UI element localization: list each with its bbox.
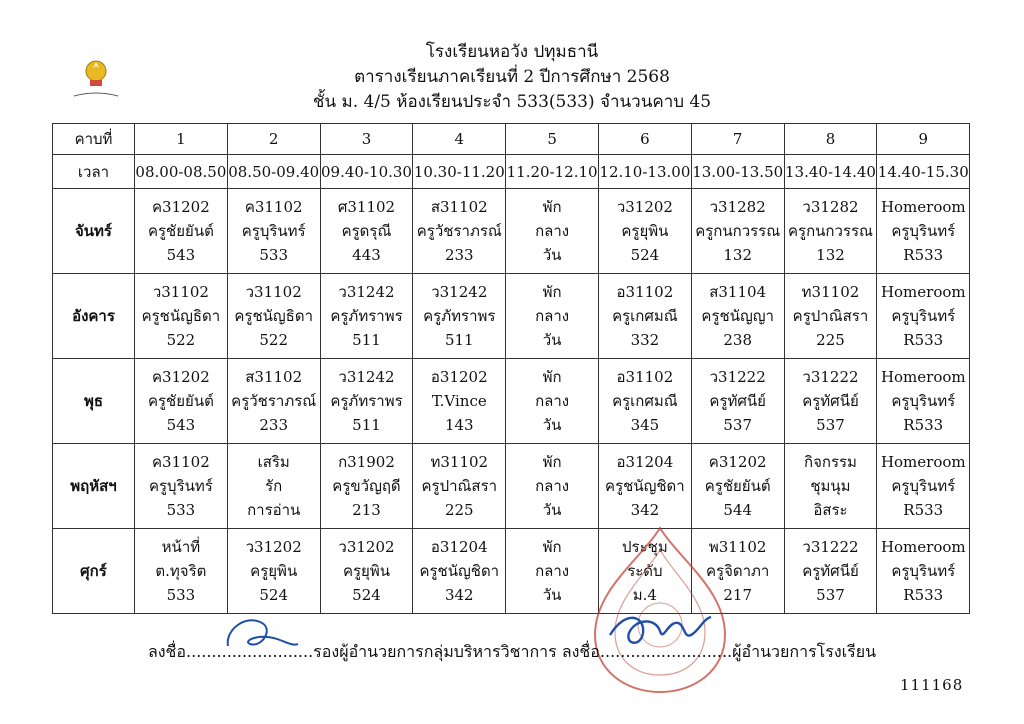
timetable-cell bbox=[135, 529, 228, 614]
day-name: ศุกร์ bbox=[53, 529, 135, 614]
cell-line: Homeroom bbox=[880, 453, 966, 471]
cell-line: 332 bbox=[630, 331, 660, 349]
cell-line: ชุมนุม bbox=[810, 477, 851, 495]
cell-line: วัน bbox=[542, 586, 562, 604]
timetable-cell bbox=[598, 189, 691, 274]
cell-line: 143 bbox=[444, 416, 474, 434]
cell-line: R533 bbox=[903, 416, 944, 434]
cell-line: ครูกนกวรรณ bbox=[695, 222, 781, 240]
cell-line: 233 bbox=[259, 416, 289, 434]
cell-line: ว31282 bbox=[802, 198, 859, 216]
timetable-cell bbox=[598, 274, 691, 359]
cell-line: ส31102 bbox=[245, 368, 303, 386]
cell-line: ครูยุพิน bbox=[621, 222, 669, 240]
cell-line: ครูปาณิสรา bbox=[421, 477, 498, 495]
cell-line: ว31202 bbox=[616, 198, 673, 216]
cell-line: 543 bbox=[166, 246, 196, 264]
timetable-cell bbox=[506, 274, 599, 359]
cell-line: กลาง bbox=[535, 307, 570, 325]
timetable-cell bbox=[877, 444, 970, 529]
cell-line: ว31282 bbox=[709, 198, 766, 216]
timetable-cell bbox=[413, 529, 506, 614]
cell-line: Homeroom bbox=[880, 538, 966, 556]
cell-line: ว31222 bbox=[709, 368, 766, 386]
cell-line: ครูบุรินทร์ bbox=[148, 477, 213, 495]
cell-line: 238 bbox=[723, 331, 752, 349]
timetable-cell bbox=[227, 189, 320, 274]
cell-line: การอ่าน bbox=[247, 501, 301, 519]
cell-line: พัก bbox=[542, 368, 562, 386]
cell-line: ครูชนัญธิดา bbox=[234, 307, 314, 325]
timetable-cell bbox=[691, 359, 784, 444]
timetable-cell bbox=[784, 189, 877, 274]
period-number: 9 bbox=[877, 124, 970, 155]
timetable-cell bbox=[691, 444, 784, 529]
timetable-cell bbox=[506, 444, 599, 529]
cell-line: ว31242 bbox=[338, 368, 395, 386]
cell-line: 511 bbox=[444, 331, 474, 349]
cell-line: ครูทัศนีย์ bbox=[802, 562, 859, 580]
school-name: โรงเรียนหอวัง ปทุมธานี bbox=[425, 42, 599, 62]
document-number: 111168 bbox=[900, 676, 964, 694]
timetable-cell bbox=[320, 189, 413, 274]
cell-line: 522 bbox=[166, 331, 196, 349]
cell-line: กลาง bbox=[535, 562, 570, 580]
cell-line: 225 bbox=[444, 501, 474, 519]
cell-line: ครูวัชราภรณ์ bbox=[416, 222, 502, 240]
period-number: 4 bbox=[413, 124, 506, 155]
timetable-cell bbox=[135, 189, 228, 274]
cell-line: Homeroom bbox=[880, 368, 966, 386]
cell-line: พัก bbox=[542, 538, 562, 556]
period-number: 6 bbox=[598, 124, 691, 155]
cell-line: 537 bbox=[816, 586, 845, 604]
time-slot: 13.40-14.40 bbox=[784, 155, 877, 189]
period-number: 7 bbox=[691, 124, 784, 155]
timetable-cell bbox=[691, 274, 784, 359]
cell-line: ครูจิดาภา bbox=[706, 562, 770, 580]
cell-line: กลาง bbox=[535, 477, 570, 495]
cell-line: ครูวัชราภรณ์ bbox=[231, 392, 317, 410]
cell-line: พัก bbox=[542, 283, 562, 301]
period-number: 8 bbox=[784, 124, 877, 155]
cell-line: ครูภัทราพร bbox=[423, 307, 496, 325]
day-name: พฤหัสฯ bbox=[53, 444, 135, 529]
cell-line: 132 bbox=[816, 246, 845, 264]
cell-line: 544 bbox=[723, 501, 752, 519]
cell-line: วัน bbox=[542, 501, 562, 519]
timetable-cell bbox=[320, 529, 413, 614]
cell-line: ครูเกศมณี bbox=[612, 392, 678, 410]
timetable-cell bbox=[877, 529, 970, 614]
cell-line: 342 bbox=[630, 501, 660, 519]
day-name: อังคาร bbox=[53, 274, 135, 359]
timetable-cell bbox=[320, 274, 413, 359]
cell-line: ครูทัศนีย์ bbox=[709, 392, 766, 410]
time-slot: 14.40-15.30 bbox=[877, 155, 970, 189]
cell-line: พ31102 bbox=[708, 538, 767, 556]
day-row bbox=[53, 274, 970, 359]
cell-line: อ31202 bbox=[430, 368, 488, 386]
cell-line: 524 bbox=[259, 586, 289, 604]
timetable bbox=[52, 123, 970, 614]
timetable-cell bbox=[320, 359, 413, 444]
time-slot: 09.40-10.30 bbox=[320, 155, 413, 189]
time-slot: 08.00-08.50 bbox=[135, 155, 228, 189]
cell-line: ครูชัยยันต์ bbox=[147, 222, 214, 240]
period-label: คาบที่ bbox=[53, 124, 135, 155]
timetable-cell bbox=[691, 189, 784, 274]
cell-line: 342 bbox=[444, 586, 474, 604]
timetable-cell bbox=[784, 444, 877, 529]
cell-line: พัก bbox=[542, 453, 562, 471]
cell-line: ครูบุรินทร์ bbox=[891, 222, 956, 240]
cell-line: ประชุม bbox=[622, 538, 668, 556]
timetable-cell bbox=[413, 359, 506, 444]
cell-line: 443 bbox=[352, 246, 381, 264]
cell-line: พัก bbox=[542, 198, 562, 216]
timetable-cell bbox=[784, 359, 877, 444]
cell-line: 533 bbox=[166, 501, 196, 519]
cell-line: ว31202 bbox=[245, 538, 302, 556]
day-row bbox=[53, 444, 970, 529]
cell-line: อิสระ bbox=[813, 501, 848, 519]
timetable-cell bbox=[784, 529, 877, 614]
timetable-cell bbox=[413, 274, 506, 359]
time-slot: 11.20-12.10 bbox=[506, 155, 599, 189]
time-slot: 10.30-11.20 bbox=[413, 155, 506, 189]
timetable-cell bbox=[227, 274, 320, 359]
cell-line: ครูบุรินทร์ bbox=[241, 222, 306, 240]
cell-line: 524 bbox=[352, 586, 381, 604]
document-header bbox=[0, 40, 1024, 115]
timetable-cell bbox=[413, 189, 506, 274]
cell-line: วัน bbox=[542, 331, 562, 349]
cell-line: ครูกนกวรรณ bbox=[787, 222, 873, 240]
day-row bbox=[53, 359, 970, 444]
cell-line: ระดับ bbox=[627, 562, 663, 580]
cell-line: ว31242 bbox=[338, 283, 395, 301]
cell-line: 132 bbox=[723, 246, 752, 264]
cell-line: ครูขวัญฤดี bbox=[332, 477, 401, 495]
cell-line: R533 bbox=[903, 246, 944, 264]
cell-line: อ31204 bbox=[430, 538, 488, 556]
cell-line: 511 bbox=[352, 331, 381, 349]
cell-line: ครูปาณิสรา bbox=[792, 307, 869, 325]
day-row bbox=[53, 529, 970, 614]
timetable-cell bbox=[227, 529, 320, 614]
cell-line: ครูบุรินทร์ bbox=[891, 477, 956, 495]
cell-line: ส31104 bbox=[709, 283, 767, 301]
signature-line: ลงชื่อ.........................รองผู้อำนวยการกลุ่มบริหารวิชาการ ลงชื่อ..........................ผู้อำนวยการโรงเรียน bbox=[147, 642, 877, 661]
time-row bbox=[53, 155, 970, 189]
cell-line: กลาง bbox=[535, 392, 570, 410]
cell-line: ว31222 bbox=[802, 538, 859, 556]
cell-line: ก31902 bbox=[338, 453, 395, 471]
cell-line: วัน bbox=[542, 246, 562, 264]
timetable-cell bbox=[320, 444, 413, 529]
cell-line: ครูชัยยันต์ bbox=[704, 477, 771, 495]
period-number: 3 bbox=[320, 124, 413, 155]
cell-line: ครูบุรินทร์ bbox=[891, 562, 956, 580]
cell-line: ค31102 bbox=[244, 198, 303, 216]
cell-line: 345 bbox=[630, 416, 660, 434]
timetable-cell bbox=[135, 274, 228, 359]
cell-line: ครูชัยยันต์ bbox=[147, 392, 214, 410]
cell-line: ค31202 bbox=[708, 453, 767, 471]
cell-line: เสริม bbox=[257, 453, 290, 471]
time-slot: 08.50-09.40 bbox=[227, 155, 320, 189]
timetable-cell bbox=[877, 189, 970, 274]
cell-line: ครูยุพิน bbox=[342, 562, 390, 580]
cell-line: วัน bbox=[542, 416, 562, 434]
cell-line: อ31204 bbox=[616, 453, 674, 471]
cell-line: ครูชนัญญา bbox=[701, 307, 774, 325]
cell-line: ครูภัทราพร bbox=[330, 307, 403, 325]
cell-line: 524 bbox=[630, 246, 660, 264]
cell-line: ว31222 bbox=[802, 368, 859, 386]
timetable-cell bbox=[877, 274, 970, 359]
cell-line: ครูดรุณี bbox=[341, 222, 392, 240]
cell-line: Homeroom bbox=[880, 198, 966, 216]
cell-line: ครูบุรินทร์ bbox=[891, 307, 956, 325]
cell-line: ครูชนัญธิดา bbox=[141, 307, 221, 325]
cell-line: ค31102 bbox=[152, 453, 210, 471]
timetable-cell bbox=[877, 359, 970, 444]
time-slot: 13.00-13.50 bbox=[691, 155, 784, 189]
cell-line: ครูภัทราพร bbox=[330, 392, 403, 410]
cell-line: ครูชนัญชิดา bbox=[605, 477, 685, 495]
timetable-cell bbox=[227, 444, 320, 529]
cell-line: ครูทัศนีย์ bbox=[802, 392, 859, 410]
cell-line: ส31102 bbox=[430, 198, 488, 216]
day-row bbox=[53, 189, 970, 274]
period-header-row bbox=[53, 124, 970, 155]
cell-line: ว31102 bbox=[245, 283, 302, 301]
cell-line: R533 bbox=[903, 331, 944, 349]
cell-line: ว31242 bbox=[431, 283, 488, 301]
cell-line: 225 bbox=[816, 331, 845, 349]
cell-line: รัก bbox=[265, 477, 283, 495]
cell-line: 522 bbox=[259, 331, 289, 349]
cell-line: 213 bbox=[352, 501, 381, 519]
schedule-title: ตารางเรียนภาคเรียนที่ 2 ปีการศึกษา 2568 bbox=[354, 67, 670, 87]
day-name: พุธ bbox=[53, 359, 135, 444]
cell-line: 533 bbox=[166, 586, 196, 604]
timetable-cell bbox=[506, 359, 599, 444]
timetable-cell bbox=[506, 189, 599, 274]
cell-line: 537 bbox=[723, 416, 752, 434]
time-slot: 12.10-13.00 bbox=[598, 155, 691, 189]
timetable-cell bbox=[135, 359, 228, 444]
time-label: เวลา bbox=[53, 155, 135, 189]
cell-line: ครูยุพิน bbox=[250, 562, 298, 580]
cell-line: ค31202 bbox=[152, 368, 210, 386]
cell-line: หน้าที่ bbox=[161, 538, 201, 556]
cell-line: ศ31102 bbox=[337, 198, 396, 216]
period-number: 1 bbox=[135, 124, 228, 155]
cell-line: ครูบุรินทร์ bbox=[891, 392, 956, 410]
cell-line: ต.ทุจริต bbox=[155, 562, 207, 580]
cell-line: กิจกรรม bbox=[803, 453, 857, 471]
cell-line: 511 bbox=[352, 416, 381, 434]
cell-line: ค31202 bbox=[152, 198, 210, 216]
cell-line: T.Vince bbox=[431, 392, 487, 410]
timetable-cell bbox=[598, 444, 691, 529]
class-info: ชั้น ม. 4/5 ห้องเรียนประจำ 533(533) จำนวนคาบ 45 bbox=[312, 92, 712, 112]
cell-line: ว31202 bbox=[338, 538, 395, 556]
day-name: จันทร์ bbox=[53, 189, 135, 274]
cell-line: ครูชนัญชิดา bbox=[419, 562, 500, 580]
timetable-cell bbox=[598, 359, 691, 444]
cell-line: อ31102 bbox=[616, 368, 674, 386]
cell-line: อ31102 bbox=[616, 283, 674, 301]
timetable-cell bbox=[413, 444, 506, 529]
timetable-cell bbox=[227, 359, 320, 444]
timetable-cell bbox=[784, 274, 877, 359]
cell-line: R533 bbox=[903, 501, 944, 519]
cell-line: กลาง bbox=[535, 222, 570, 240]
cell-line: ท31102 bbox=[801, 283, 860, 301]
cell-line: 233 bbox=[444, 246, 474, 264]
cell-line: 533 bbox=[259, 246, 289, 264]
cell-line: 543 bbox=[166, 416, 196, 434]
cell-line: ว31102 bbox=[152, 283, 209, 301]
cell-line: R533 bbox=[903, 586, 944, 604]
cell-line: ม.4 bbox=[632, 586, 657, 604]
period-number: 2 bbox=[227, 124, 320, 155]
cell-line: 537 bbox=[816, 416, 845, 434]
cell-line: 217 bbox=[723, 586, 752, 604]
cell-line: ท31102 bbox=[430, 453, 489, 471]
period-number: 5 bbox=[506, 124, 599, 155]
cell-line: Homeroom bbox=[880, 283, 966, 301]
cell-line: ครูเกศมณี bbox=[612, 307, 678, 325]
timetable-cell bbox=[135, 444, 228, 529]
